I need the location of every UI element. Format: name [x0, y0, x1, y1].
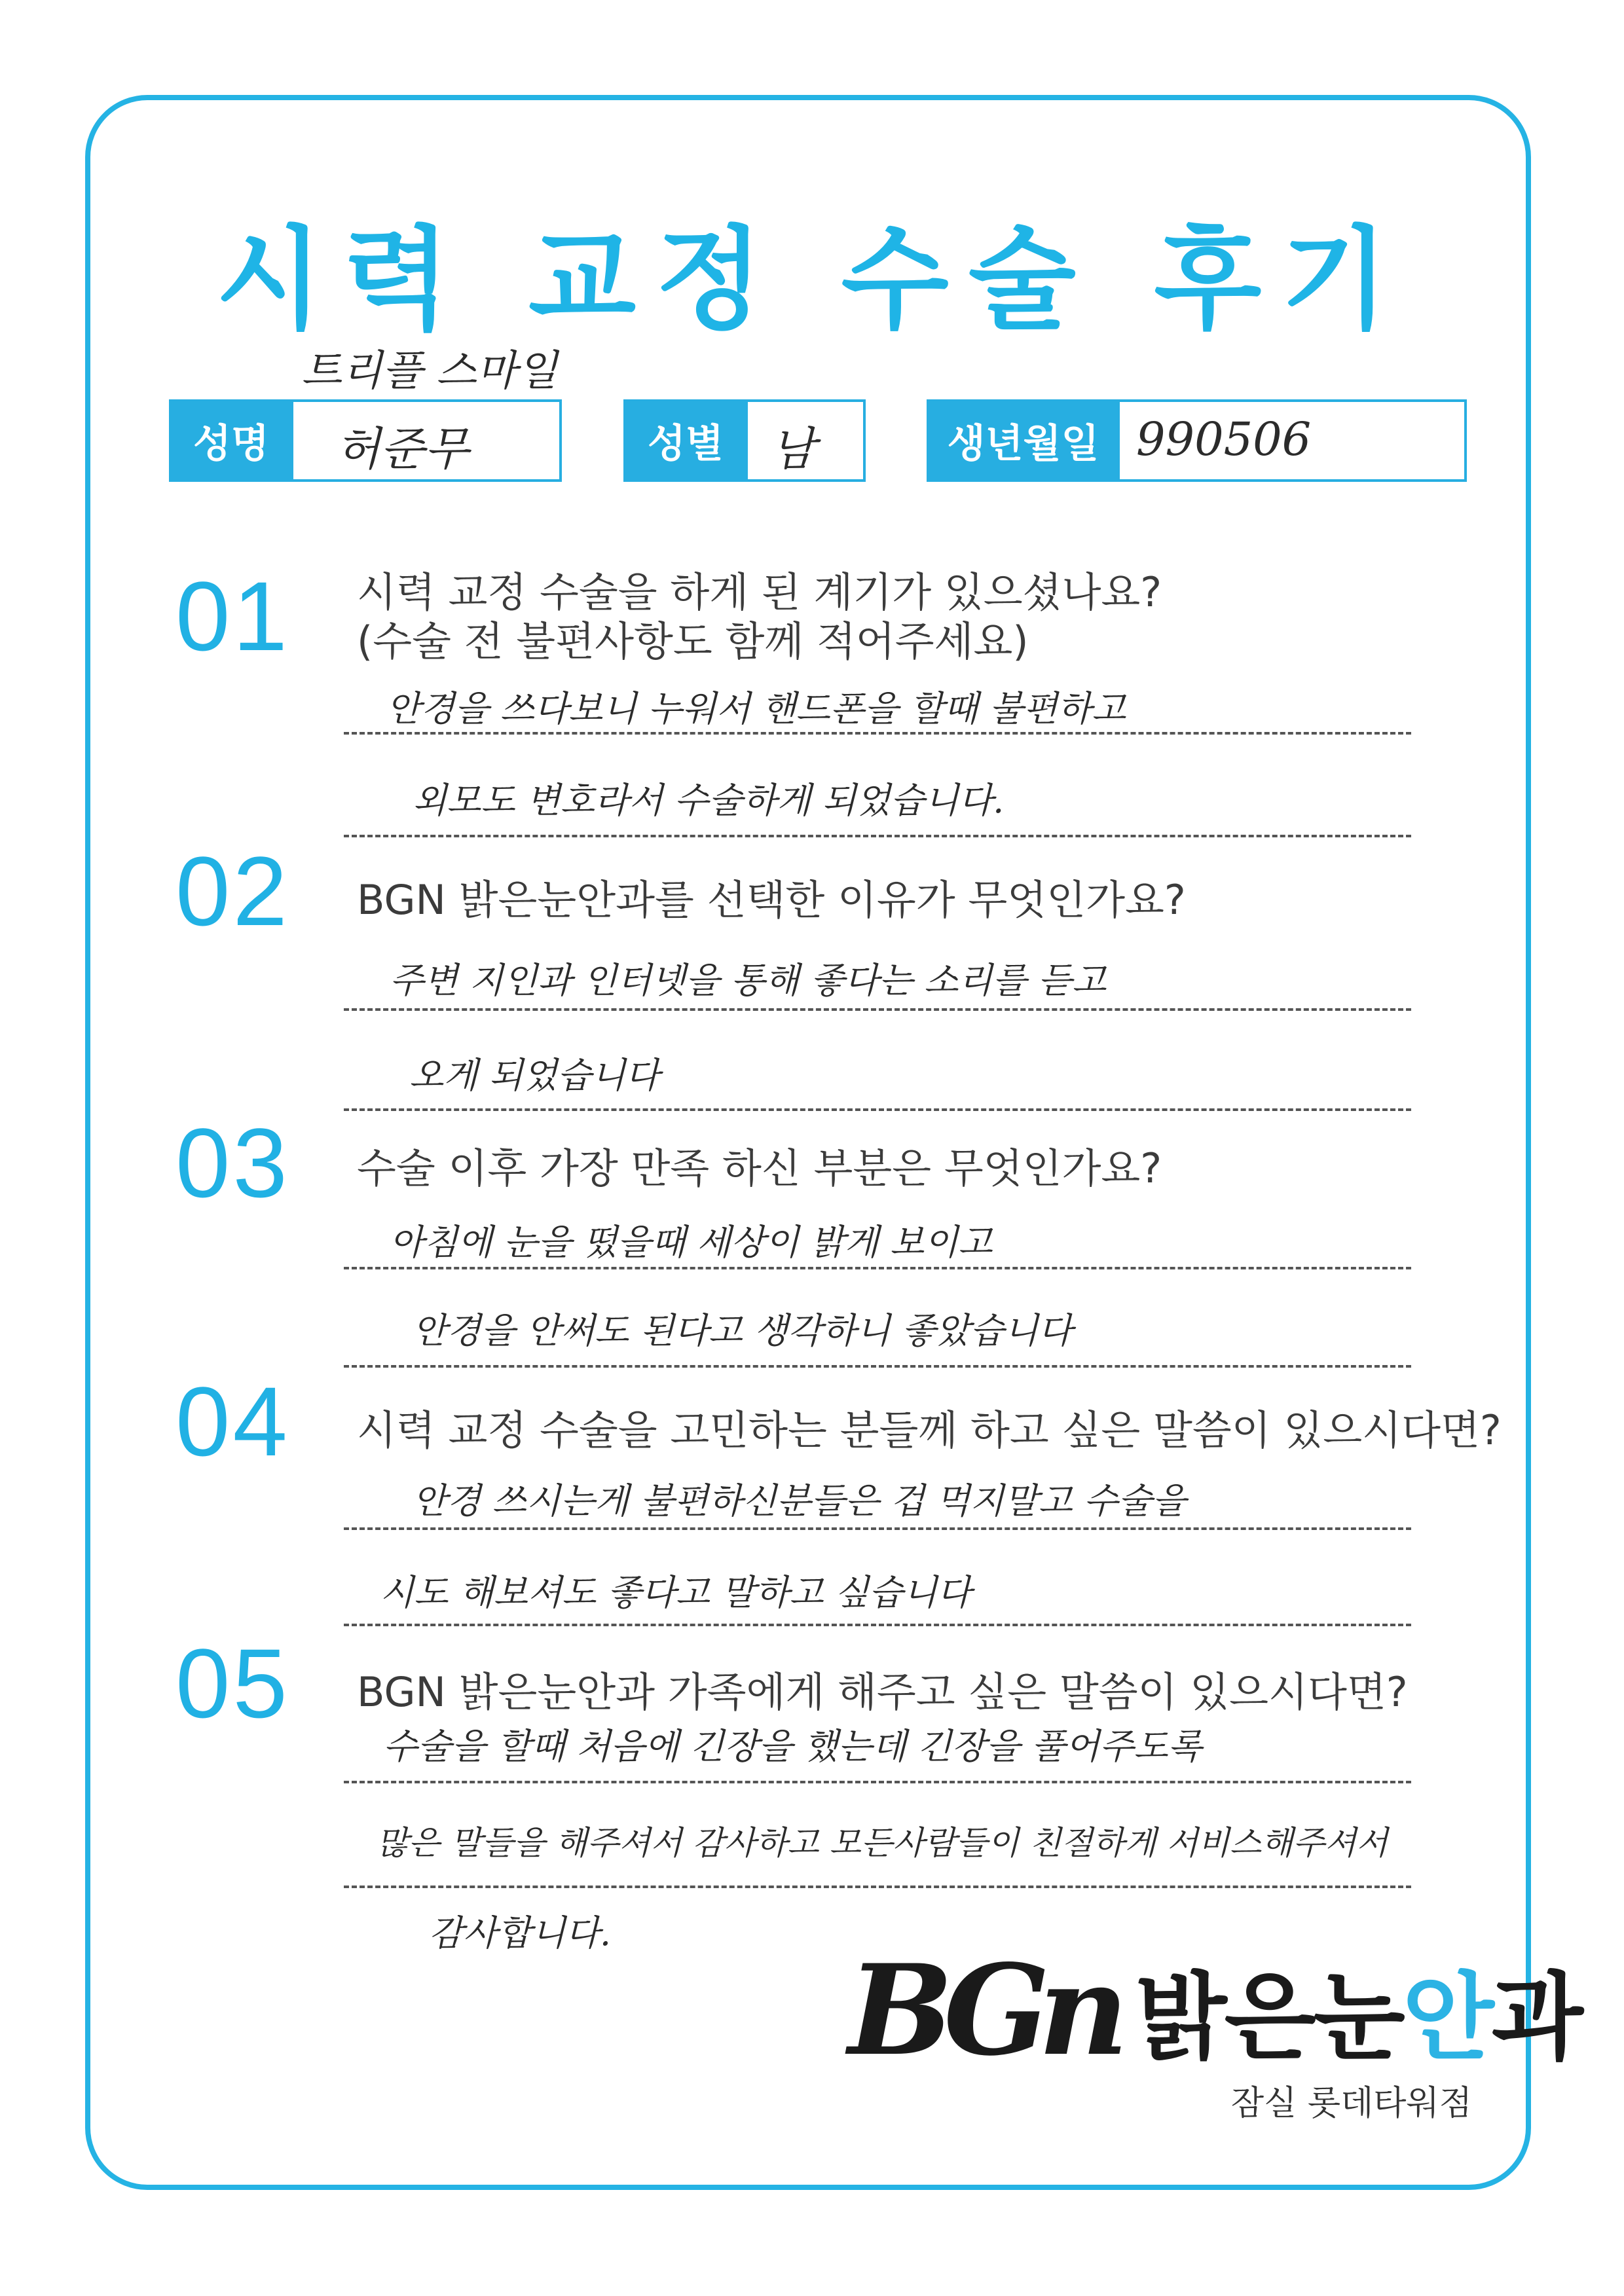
answer-line: 감사합니다.: [429, 1912, 611, 1954]
clinic-name: [1135, 1942, 1581, 2078]
answer-line: 안경을 쓰다보니 누워서 핸드폰을 할때 불편하고: [386, 688, 1126, 729]
question-number: 04: [175, 1366, 290, 1476]
name-value: 허준무: [336, 422, 469, 476]
clinic-name-part: 밝은눈: [1135, 1963, 1403, 2073]
answer-line: 안경 쓰시는게 불편하신분들은 겁 먹지말고 수술을: [413, 1480, 1187, 1522]
bgn-logo-mark: BGn: [848, 1937, 1117, 2083]
answer-line: 안경을 안써도 된다고 생각하니 좋았습니다: [413, 1310, 1073, 1351]
clinic-name-part: 과: [1491, 1963, 1581, 2073]
dashed-divider: [344, 1781, 1411, 1783]
question-number: 02: [175, 836, 290, 946]
dashed-divider: [344, 1624, 1411, 1626]
answer-line: 수술을 할때 처음에 긴장을 했는데 긴장을 풀어주도록: [383, 1726, 1202, 1767]
answer-line: 많은 말들을 해주셔서 감사하고 모든사람들이 친절하게 서비스해주셔서: [377, 1824, 1388, 1862]
answer-line: 외모도 변호라서 수술하게 되었습니다.: [413, 780, 1005, 821]
question-number: 01: [175, 561, 290, 671]
question-text: (수술 전 불편사항도 함께 적어주세요): [357, 617, 1029, 665]
question-text: 수술 이후 가장 만족 하신 부분은 무엇인가요?: [357, 1144, 1162, 1192]
question-number: 05: [175, 1628, 290, 1738]
question-text: BGN 밝은눈안과를 선택한 이유가 무엇인가요?: [357, 876, 1186, 924]
dashed-divider: [344, 1267, 1411, 1269]
birth-label: 생년월일: [927, 399, 1120, 482]
name-field: [169, 399, 562, 482]
question-text: 시력 교정 수술을 하게 된 계기가 있으셨나요?: [357, 568, 1162, 616]
dashed-divider: [344, 835, 1411, 837]
dashed-divider: [344, 1365, 1411, 1368]
question-number: 03: [175, 1108, 290, 1218]
dashed-divider: [344, 1527, 1411, 1530]
birth-value: 990506: [1136, 412, 1312, 466]
bgn-logo: [848, 1937, 1581, 2083]
dashed-divider: [344, 1886, 1411, 1888]
gender-label: 성별: [623, 399, 748, 482]
gender-field: [623, 399, 866, 482]
answer-line: 주변 지인과 인터넷을 통해 좋다는 소리를 듣고: [390, 960, 1107, 1001]
dashed-divider: [344, 1108, 1411, 1111]
name-label: 성명: [169, 399, 293, 482]
birth-field: [927, 399, 1467, 482]
question-text: 시력 교정 수술을 고민하는 분들께 하고 싶은 말씀이 있으시다면?: [357, 1406, 1502, 1454]
question-text: BGN 밝은눈안과 가족에게 해주고 싶은 말씀이 있으시다면?: [357, 1668, 1408, 1716]
dashed-divider: [344, 732, 1411, 735]
gender-value: 남: [771, 422, 815, 476]
dashed-divider: [344, 1008, 1411, 1011]
answer-line: 오게 되었습니다: [409, 1055, 660, 1096]
clinic-name-accent: 안: [1402, 1963, 1492, 2073]
page-title: 시력 교정 수술 후기: [215, 215, 1409, 345]
answer-line: 시도 해보셔도 좋다고 말하고 싶습니다: [380, 1572, 972, 1613]
answer-line: 아침에 눈을 떴을때 세상이 밝게 보이고: [390, 1222, 993, 1263]
branch-name: 잠실 롯데타워점: [1230, 2084, 1472, 2123]
nickname-handwritten: 트리플 스마일: [301, 347, 558, 395]
